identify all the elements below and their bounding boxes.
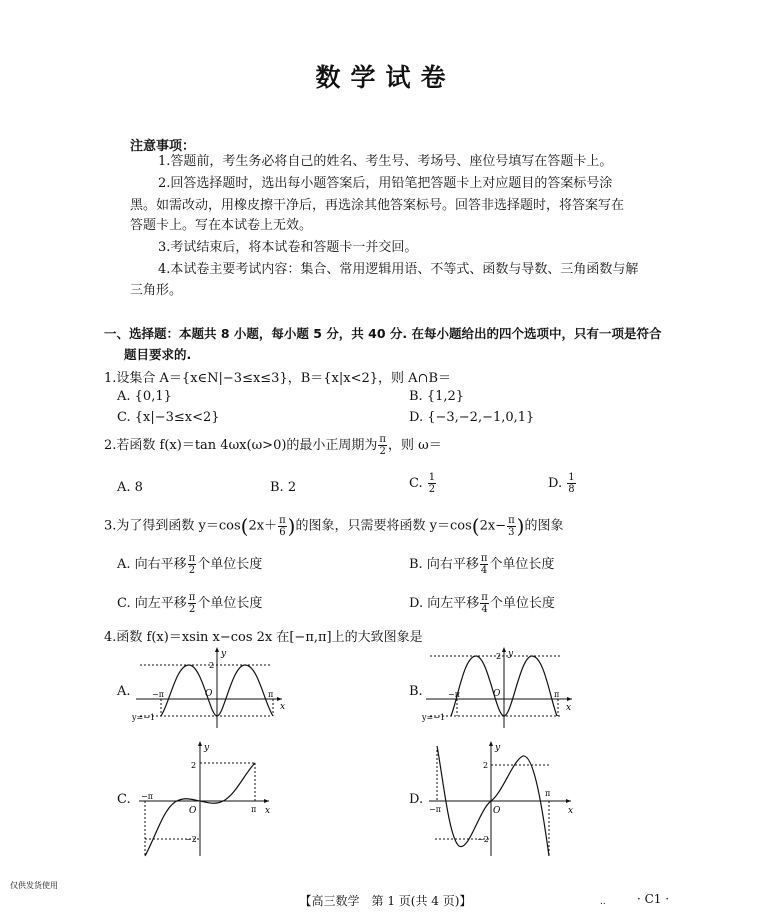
notice-line: 3.考试结束后，将本试卷和答题卡一并交回。	[158, 240, 418, 255]
q1-option-b: B. {1,2}	[409, 389, 465, 404]
fraction-num: π	[508, 514, 515, 526]
label-two: 2	[483, 761, 489, 770]
fraction-num: 1	[428, 472, 436, 483]
label-y: y	[508, 649, 514, 659]
option-text: 个单位长度	[197, 596, 263, 611]
q2-stem-text: ，则 ω＝	[388, 438, 442, 453]
graph-d	[425, 738, 575, 858]
fraction-num: π	[279, 514, 286, 526]
q2-stem-text: 2.若函数 f(x)＝tan 4ωx(ω>0)的最小正周期为	[104, 438, 378, 453]
q2-option-c	[409, 472, 437, 495]
label-x: x	[280, 702, 286, 712]
q2-option-b: B. 2	[270, 480, 297, 495]
fraction-den: 2	[379, 446, 386, 457]
notice-line: 三角形。	[130, 283, 183, 298]
fraction	[428, 472, 436, 495]
fraction-den: 2	[188, 565, 196, 576]
fraction-den: 3	[508, 526, 515, 538]
paren-right: )	[516, 514, 525, 538]
fraction-den: 6	[279, 526, 286, 538]
label-origin: O	[205, 689, 213, 699]
q2-stem	[104, 434, 442, 457]
side-note: 仅供发货使用	[10, 881, 58, 890]
graph-b	[420, 644, 580, 730]
fraction-num: π	[379, 434, 386, 445]
label-neg-pi: −π	[141, 792, 153, 801]
label-neg-pi: −π	[152, 690, 164, 699]
fraction-den: 2	[188, 604, 196, 615]
label-y-eq-neg1: y=−1	[132, 713, 156, 722]
paren-right: )	[287, 514, 296, 538]
q2-option-d	[548, 472, 577, 495]
q3-option-a	[117, 553, 262, 576]
option-text: B. 向右平移	[409, 557, 479, 572]
label-pi: π	[268, 690, 274, 699]
q3-stem-text: 3.为了得到函数 y＝cos	[104, 518, 241, 534]
label-neg-two: −2	[185, 835, 197, 844]
q4-option-c-label: C.	[117, 792, 131, 807]
label-x: x	[568, 806, 574, 816]
fraction-num: π	[188, 592, 196, 603]
option-text: 个单位长度	[489, 596, 555, 611]
label-origin: O	[189, 806, 197, 816]
label-two: 2	[496, 652, 502, 661]
label-y-eq-neg1: y=−1	[422, 713, 446, 722]
notice-heading: 注意事项：	[130, 139, 196, 154]
label-x: x	[265, 806, 271, 816]
fraction	[188, 553, 197, 576]
label-two: 2	[209, 661, 215, 670]
label-pi: π	[554, 690, 560, 699]
page-footer: 【高三数学 第 1 页(共 4 页)】	[299, 894, 472, 908]
option-text: D. 向左平移	[409, 596, 480, 611]
label-neg-pi: −π	[448, 690, 460, 699]
q3-option-c	[117, 592, 262, 615]
q4-stem: 4.函数 f(x)＝xsin x−cos 2x 在[−π,π]上的大致图象是	[104, 630, 423, 645]
fraction-num: π	[480, 553, 488, 564]
label-origin: O	[493, 689, 501, 699]
expr-text: 2x＋	[248, 518, 278, 534]
fraction-num: π	[481, 592, 488, 603]
q3-stem	[104, 514, 563, 538]
label-pi: π	[251, 805, 257, 814]
section-heading-cont: 题目要求的.	[124, 347, 192, 362]
notice-line: 答题卡上。写在本试卷上无效。	[130, 218, 313, 233]
q3-stem-text: 的图象，只需要将函数 y＝cos	[295, 518, 472, 534]
fraction	[567, 472, 575, 495]
label-origin: O	[493, 806, 501, 816]
q1-option-d: D. {−3,−2,−1,0,1}	[409, 410, 535, 425]
q4-option-a-label: A.	[117, 684, 131, 699]
q1-option-c: C. {x|−3≤x<2}	[117, 410, 220, 425]
q4-option-d-label: D.	[409, 792, 424, 807]
option-text: C. 向左平移	[117, 596, 187, 611]
expr-text: 2x−	[479, 518, 507, 534]
section-heading: 一、选择题：本题共 8 小题，每小题 5 分，共 40 分. 在每小题给出的四个选项中，只有一项是符合	[104, 326, 662, 341]
label-neg-two: −2	[477, 835, 489, 844]
fraction-den: 4	[480, 565, 488, 576]
option-text: A. 向右平移	[117, 557, 187, 572]
arrow-icon	[489, 741, 571, 803]
q3-option-d	[409, 592, 555, 615]
notice-line: 1.答题前，考生务必将自己的姓名、考生号、考场号、座位号填写在答题卡上。	[158, 154, 613, 169]
page-title: 数学试卷	[315, 63, 456, 92]
graph-c	[135, 738, 285, 858]
option-text: 个单位长度	[489, 557, 555, 572]
fraction	[480, 553, 489, 576]
notice-line: 2.回答选择题时，选出每小题答案后，用铅笔把答题卡上对应题目的答案标号涂	[158, 176, 613, 191]
label-x: x	[566, 703, 572, 713]
fraction	[480, 592, 489, 615]
q4-option-b-label: B.	[409, 684, 423, 699]
notice-line: 黑。如需改动，用橡皮擦干净后，再选涂其他答案标号。回答非选择题时，将答案写在	[130, 198, 625, 213]
notice-line: 4.本试卷主要考试内容：集合、常用逻辑用语、不等式、函数与导数、三角函数与解	[158, 262, 639, 277]
label-y: y	[221, 649, 227, 659]
fraction	[278, 515, 287, 538]
option-label: D.	[548, 476, 563, 491]
fraction	[507, 515, 516, 538]
fraction-num: 1	[568, 472, 575, 483]
fraction-num: π	[188, 553, 196, 564]
paren-left: (	[471, 514, 480, 538]
footer-dots: ..	[600, 897, 606, 907]
fraction-den: 4	[481, 604, 488, 615]
fraction-den: 2	[428, 484, 436, 495]
q3-stem-text: 的图象	[524, 518, 564, 534]
label-y: y	[204, 743, 210, 753]
option-label: C.	[409, 476, 423, 491]
version-tag: · C1 ·	[637, 892, 670, 906]
label-two: 2	[191, 761, 197, 770]
q1-option-a: A. {0,1}	[117, 389, 172, 404]
q2-option-a: A. 8	[117, 480, 143, 495]
label-neg-pi: −π	[429, 805, 441, 814]
paren-left: (	[240, 514, 249, 538]
q1-stem: 1.设集合 A＝{x∈N|−3≤x≤3}，B＝{x|x<2}，则 A∩B＝	[104, 371, 451, 386]
fraction	[188, 592, 197, 615]
option-text: 个单位长度	[197, 557, 263, 572]
q3-option-b	[409, 553, 554, 576]
label-y: y	[495, 743, 501, 753]
graph-a	[130, 644, 290, 730]
fraction	[378, 434, 387, 457]
label-pi: π	[545, 789, 551, 798]
fraction-den: 8	[568, 484, 575, 495]
